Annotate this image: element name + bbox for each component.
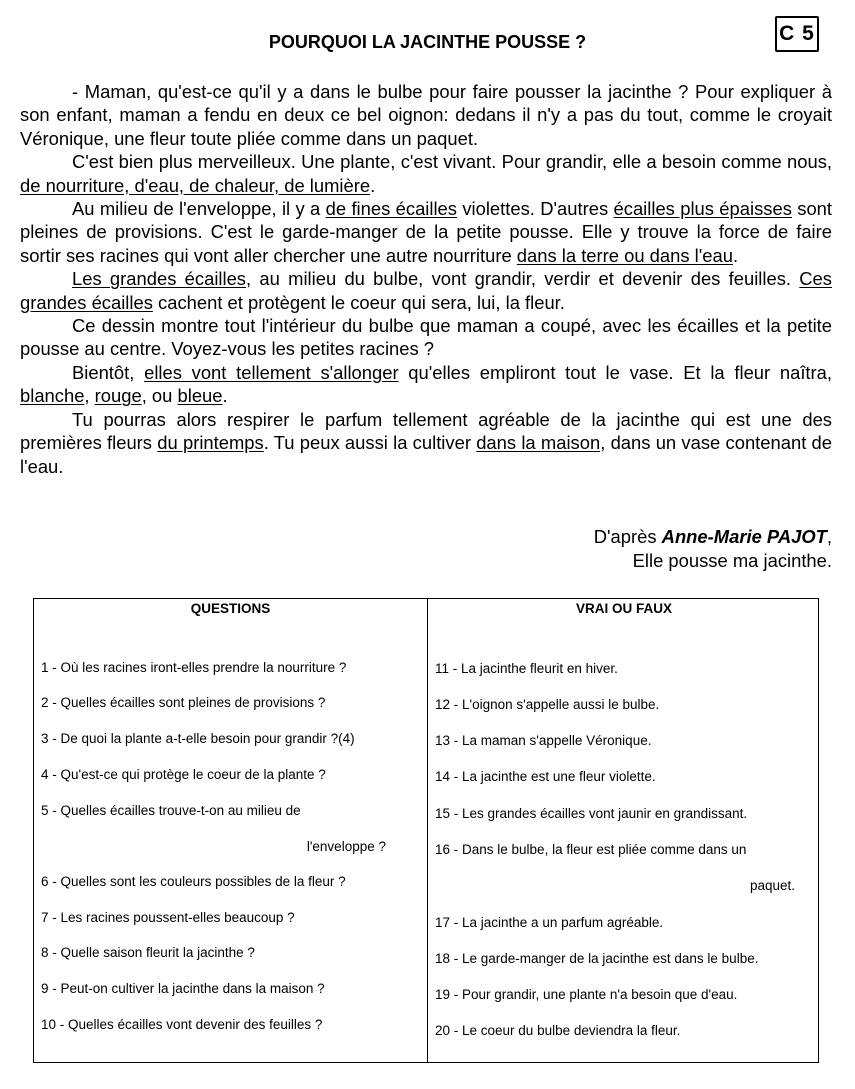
text-span: . — [370, 174, 376, 196]
attribution — [594, 525, 832, 573]
statement-item: 16 - Dans le bulbe, la fleur est pliée comme dans un — [435, 842, 747, 857]
underlined-phrase: dans la maison — [476, 432, 601, 454]
underlined-phrase: bleue — [177, 385, 223, 407]
question-item: 9 - Peut-on cultiver la jacinthe dans la maison ? — [41, 981, 325, 996]
question-item: 4 - Qu'est-ce qui protège le coeur de la plante ? — [41, 767, 326, 782]
true-false-column — [427, 599, 820, 1062]
statement-item: 19 - Pour grandir, une plante n'a besoin que d'eau. — [435, 987, 738, 1002]
attribution-comma: , — [826, 526, 832, 547]
question-item: 8 - Quelle saison fleurit la jacinthe ? — [41, 945, 255, 960]
paragraph-2 — [20, 150, 832, 197]
statement-continuation: paquet. — [749, 878, 795, 893]
author-name: Anne-Marie PAJOT — [661, 526, 827, 547]
underlined-phrase: de nourriture, d'eau, de chaleur, de lumière — [20, 174, 371, 196]
questions-header: QUESTIONS — [190, 601, 271, 616]
text-span: , — [84, 385, 95, 407]
questions-column — [34, 599, 427, 1062]
question-item: 3 - De quoi la plante a-t-elle besoin pour grandir ?(4) — [41, 731, 355, 746]
attribution-prefix: D'après — [593, 526, 662, 547]
underlined-phrase: blanche — [20, 385, 85, 407]
paragraph-5: Ce dessin montre tout l'intérieur du bulbe que maman a coupé, avec les écailles et la petite pousse au centre. Voyez-vous les petites racines ? — [20, 315, 832, 360]
question-item: 2 - Quelles écailles sont pleines de provisions ? — [41, 695, 326, 710]
text-span: . — [222, 385, 228, 407]
book-title: Elle pousse ma jacinthe. — [632, 550, 832, 571]
card-badge: C 5 — [775, 16, 819, 52]
underlined-phrase: Ces grandes écailles — [20, 268, 832, 313]
underlined-phrase: rouge — [94, 385, 142, 407]
text-span: Tu pourras alors respirer le parfum tellement agréable de la jacinthe qui est une des premières fleurs — [20, 408, 832, 454]
underlined-phrase: elles vont tellement s'allonger — [144, 361, 399, 383]
text-span: Bientôt, — [72, 361, 145, 383]
page-title: POURQUOI LA JACINTHE POUSSE ? — [268, 32, 587, 52]
text-span: . Tu peux aussi la cultiver — [263, 432, 477, 454]
underlined-phrase: dans la terre ou dans l'eau — [516, 244, 733, 266]
paragraph-7 — [20, 408, 832, 478]
paragraph-1: - Maman, qu'est-ce qu'il y a dans le bulbe pour faire pousser la jacinthe ? Pour expliquer à son enfant, maman a fendu en deux ce bel oignon: dedans il n'y a pas du tout, comme le croyait Véronique, une fleur toute pliée comme dans un paquet. — [20, 81, 832, 149]
true-false-header: VRAI OU FAUX — [575, 601, 672, 616]
text-span: , ou — [141, 385, 178, 407]
question-item: 7 - Les racines poussent-elles beaucoup ? — [41, 910, 295, 925]
statement-item: 20 - Le coeur du bulbe deviendra la fleur. — [435, 1023, 681, 1038]
paragraph-6 — [20, 361, 832, 408]
question-item: 10 - Quelles écailles vont devenir des feuilles ? — [41, 1017, 323, 1032]
story-text — [20, 80, 832, 478]
text-span: , au milieu du bulbe, vont grandir, verdir et devenir des feuilles. — [246, 268, 800, 290]
text-span: qu'elles empliront tout le vase. Et la fleur naîtra, — [398, 361, 832, 383]
paragraph-4 — [20, 267, 832, 314]
text-span: , dans un vase contenant de l'eau. — [20, 432, 833, 477]
text-span: cachent et protègent le coeur qui sera, lui, la fleur. — [152, 291, 565, 313]
underlined-phrase: écailles plus épaisses — [613, 198, 792, 220]
statement-item: 13 - La maman s'appelle Véronique. — [435, 733, 652, 748]
text-span: sont pleines de provisions. C'est le garde-manger de la petite pousse. Elle y trouve la force de faire sortir ses racines qui vont aller chercher une autre nourriture — [20, 198, 833, 266]
statement-item: 12 - L'oignon s'appelle aussi le bulbe. — [435, 697, 660, 712]
question-continuation: l'enveloppe ? — [306, 839, 386, 854]
question-item: 6 - Quelles sont les couleurs possibles de la fleur ? — [41, 874, 346, 889]
question-item: 5 - Quelles écailles trouve-t-on au milieu de — [41, 803, 301, 818]
text-span: . — [732, 244, 739, 266]
attribution-author-line — [594, 525, 832, 549]
questions-table — [33, 598, 819, 1063]
question-item: 1 - Où les racines iront-elles prendre la nourriture ? — [41, 660, 347, 675]
statement-item: 11 - La jacinthe fleurit en hiver. — [435, 661, 618, 676]
underlined-phrase: de fines écailles — [325, 198, 457, 220]
paragraph-3 — [20, 197, 832, 267]
statement-item: 17 - La jacinthe a un parfum agréable. — [435, 915, 664, 930]
underlined-phrase: du printemps — [157, 432, 264, 454]
text-span: Au milieu de l'enveloppe, il y a — [72, 198, 326, 220]
underlined-phrase: Les grandes écailles — [72, 268, 247, 290]
statement-item: 15 - Les grandes écailles vont jaunir en grandissant. — [435, 806, 748, 821]
text-span: C'est bien plus merveilleux. Une plante, c'est vivant. Pour grandir, elle a besoin comme nous, — [72, 151, 832, 173]
statement-item: 18 - Le garde-manger de la jacinthe est dans le bulbe. — [435, 951, 759, 966]
statement-item: 14 - La jacinthe est une fleur violette. — [435, 769, 656, 784]
text-span: violettes. D'autres — [456, 198, 614, 220]
